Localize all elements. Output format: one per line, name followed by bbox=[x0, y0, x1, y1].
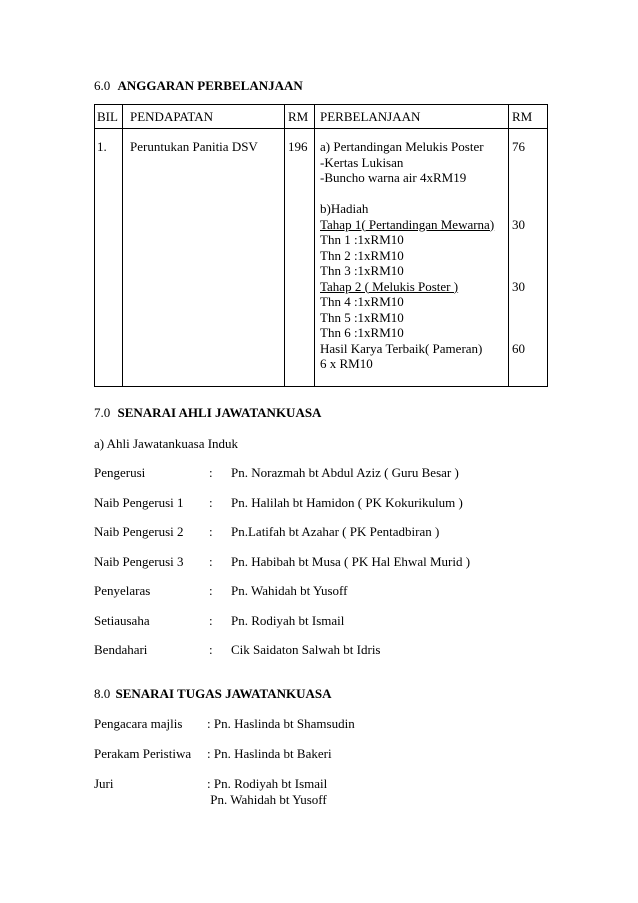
table-border-top bbox=[94, 104, 548, 105]
expense-line: Thn 5 :1xRM10 bbox=[320, 309, 404, 325]
header-pendapatan: PENDAPATAN bbox=[130, 109, 213, 124]
member-separator: : bbox=[209, 612, 213, 628]
section-8-number: 8.0 bbox=[94, 686, 111, 701]
member-role: Bendahari bbox=[94, 642, 148, 657]
expense-line: Thn 1 :1xRM10 bbox=[320, 232, 404, 247]
member-name: Pn. Wahidah bt Yusoff bbox=[231, 583, 348, 598]
duty-role: Pengacara majlis bbox=[94, 716, 183, 731]
expense-rm: 30 bbox=[512, 278, 525, 294]
section-8-heading bbox=[94, 686, 332, 702]
table-col-divider bbox=[284, 104, 285, 387]
duty-role: Juri bbox=[94, 776, 114, 791]
table-header-divider bbox=[94, 128, 548, 129]
expense-line: Thn 6 :1xRM10 bbox=[320, 325, 404, 340]
expense-line: b)Hadiah bbox=[320, 201, 369, 216]
expense-line: Thn 2 :1xRM10 bbox=[320, 247, 404, 263]
section-7-number: 7.0 bbox=[94, 405, 111, 420]
expense-line: Tahap 2 ( Melukis Poster ) bbox=[320, 278, 459, 294]
expense-line: 6 x RM10 bbox=[320, 356, 373, 371]
expense-rm: 30 bbox=[512, 216, 525, 232]
member-role: Setiausaha bbox=[94, 612, 150, 628]
header-bil: BIL bbox=[97, 109, 118, 124]
member-role: Naib Pengerusi 3 bbox=[94, 553, 184, 569]
member-separator: : bbox=[209, 465, 213, 480]
table-border-left bbox=[94, 104, 95, 387]
table-col-divider bbox=[122, 104, 123, 387]
section-7-heading bbox=[94, 405, 321, 421]
duty-name: : Pn. Rodiyah bt Ismail bbox=[207, 776, 328, 791]
budget-table bbox=[94, 104, 548, 387]
section-6-heading bbox=[94, 78, 303, 94]
expense-line: Thn 4 :1xRM10 bbox=[320, 294, 404, 309]
header-perbelanjaan: PERBELANJAAN bbox=[320, 109, 421, 124]
member-name: Pn. Norazmah bt Abdul Aziz ( Guru Besar ) bbox=[231, 465, 459, 480]
member-separator: : bbox=[209, 642, 213, 657]
member-role: Penyelaras bbox=[94, 583, 151, 598]
member-role: Naib Pengerusi 2 bbox=[94, 524, 184, 539]
expense-line: Thn 3 :1xRM10 bbox=[320, 263, 404, 278]
member-name: Pn.Latifah bt Azahar ( PK Pentadbiran ) bbox=[231, 524, 440, 539]
member-name: Pn. Rodiyah bt Ismail bbox=[231, 612, 345, 628]
table-border-right bbox=[547, 104, 548, 387]
section-8-title: SENARAI TUGAS JAWATANKUASA bbox=[115, 686, 332, 701]
member-name: Pn. Habibah bt Musa ( PK Hal Ehwal Murid ) bbox=[231, 553, 471, 569]
member-separator: : bbox=[209, 494, 213, 510]
table-col-divider bbox=[508, 104, 509, 387]
duty-name: Pn. Wahidah bt Yusoff bbox=[207, 792, 327, 807]
expense-rm: 76 bbox=[512, 139, 525, 154]
section-6-number: 6.0 bbox=[94, 78, 111, 93]
table-col-divider bbox=[314, 104, 315, 387]
expense-line: Tahap 1( Pertandingan Mewarna) bbox=[320, 216, 495, 232]
header-rm-income: RM bbox=[288, 109, 309, 124]
section-7-subtitle: a) Ahli Jawatankuasa Induk bbox=[94, 436, 239, 451]
expense-line: -Buncho warna air 4xRM19 bbox=[320, 170, 467, 185]
row-pendapatan: Peruntukan Panitia DSV bbox=[130, 139, 258, 154]
row-rm-income: 196 bbox=[288, 139, 308, 154]
expense-line: Hasil Karya Terbaik( Pameran) bbox=[320, 340, 483, 356]
duty-name: : Pn. Haslinda bt Bakeri bbox=[207, 746, 332, 761]
header-rm-expense: RM bbox=[512, 109, 533, 124]
member-role: Pengerusi bbox=[94, 465, 146, 480]
expense-rm: 60 bbox=[512, 340, 525, 356]
row-bil: 1. bbox=[97, 139, 107, 154]
expense-line: -Kertas Lukisan bbox=[320, 154, 404, 170]
duty-name: : Pn. Haslinda bt Shamsudin bbox=[207, 716, 355, 731]
section-6-title: ANGGARAN PERBELANJAAN bbox=[117, 78, 303, 93]
table-border-bottom bbox=[94, 386, 548, 387]
member-separator: : bbox=[209, 524, 213, 539]
duty-role: Perakam Peristiwa bbox=[94, 746, 192, 761]
section-7-title: SENARAI AHLI JAWATANKUASA bbox=[117, 405, 322, 420]
expense-line: a) Pertandingan Melukis Poster bbox=[320, 139, 484, 154]
member-name: Cik Saidaton Salwah bt Idris bbox=[231, 642, 381, 657]
member-separator: : bbox=[209, 553, 213, 569]
member-separator: : bbox=[209, 583, 213, 598]
member-role: Naib Pengerusi 1 bbox=[94, 494, 184, 510]
member-name: Pn. Halilah bt Hamidon ( PK Kokurikulum ) bbox=[231, 494, 463, 510]
